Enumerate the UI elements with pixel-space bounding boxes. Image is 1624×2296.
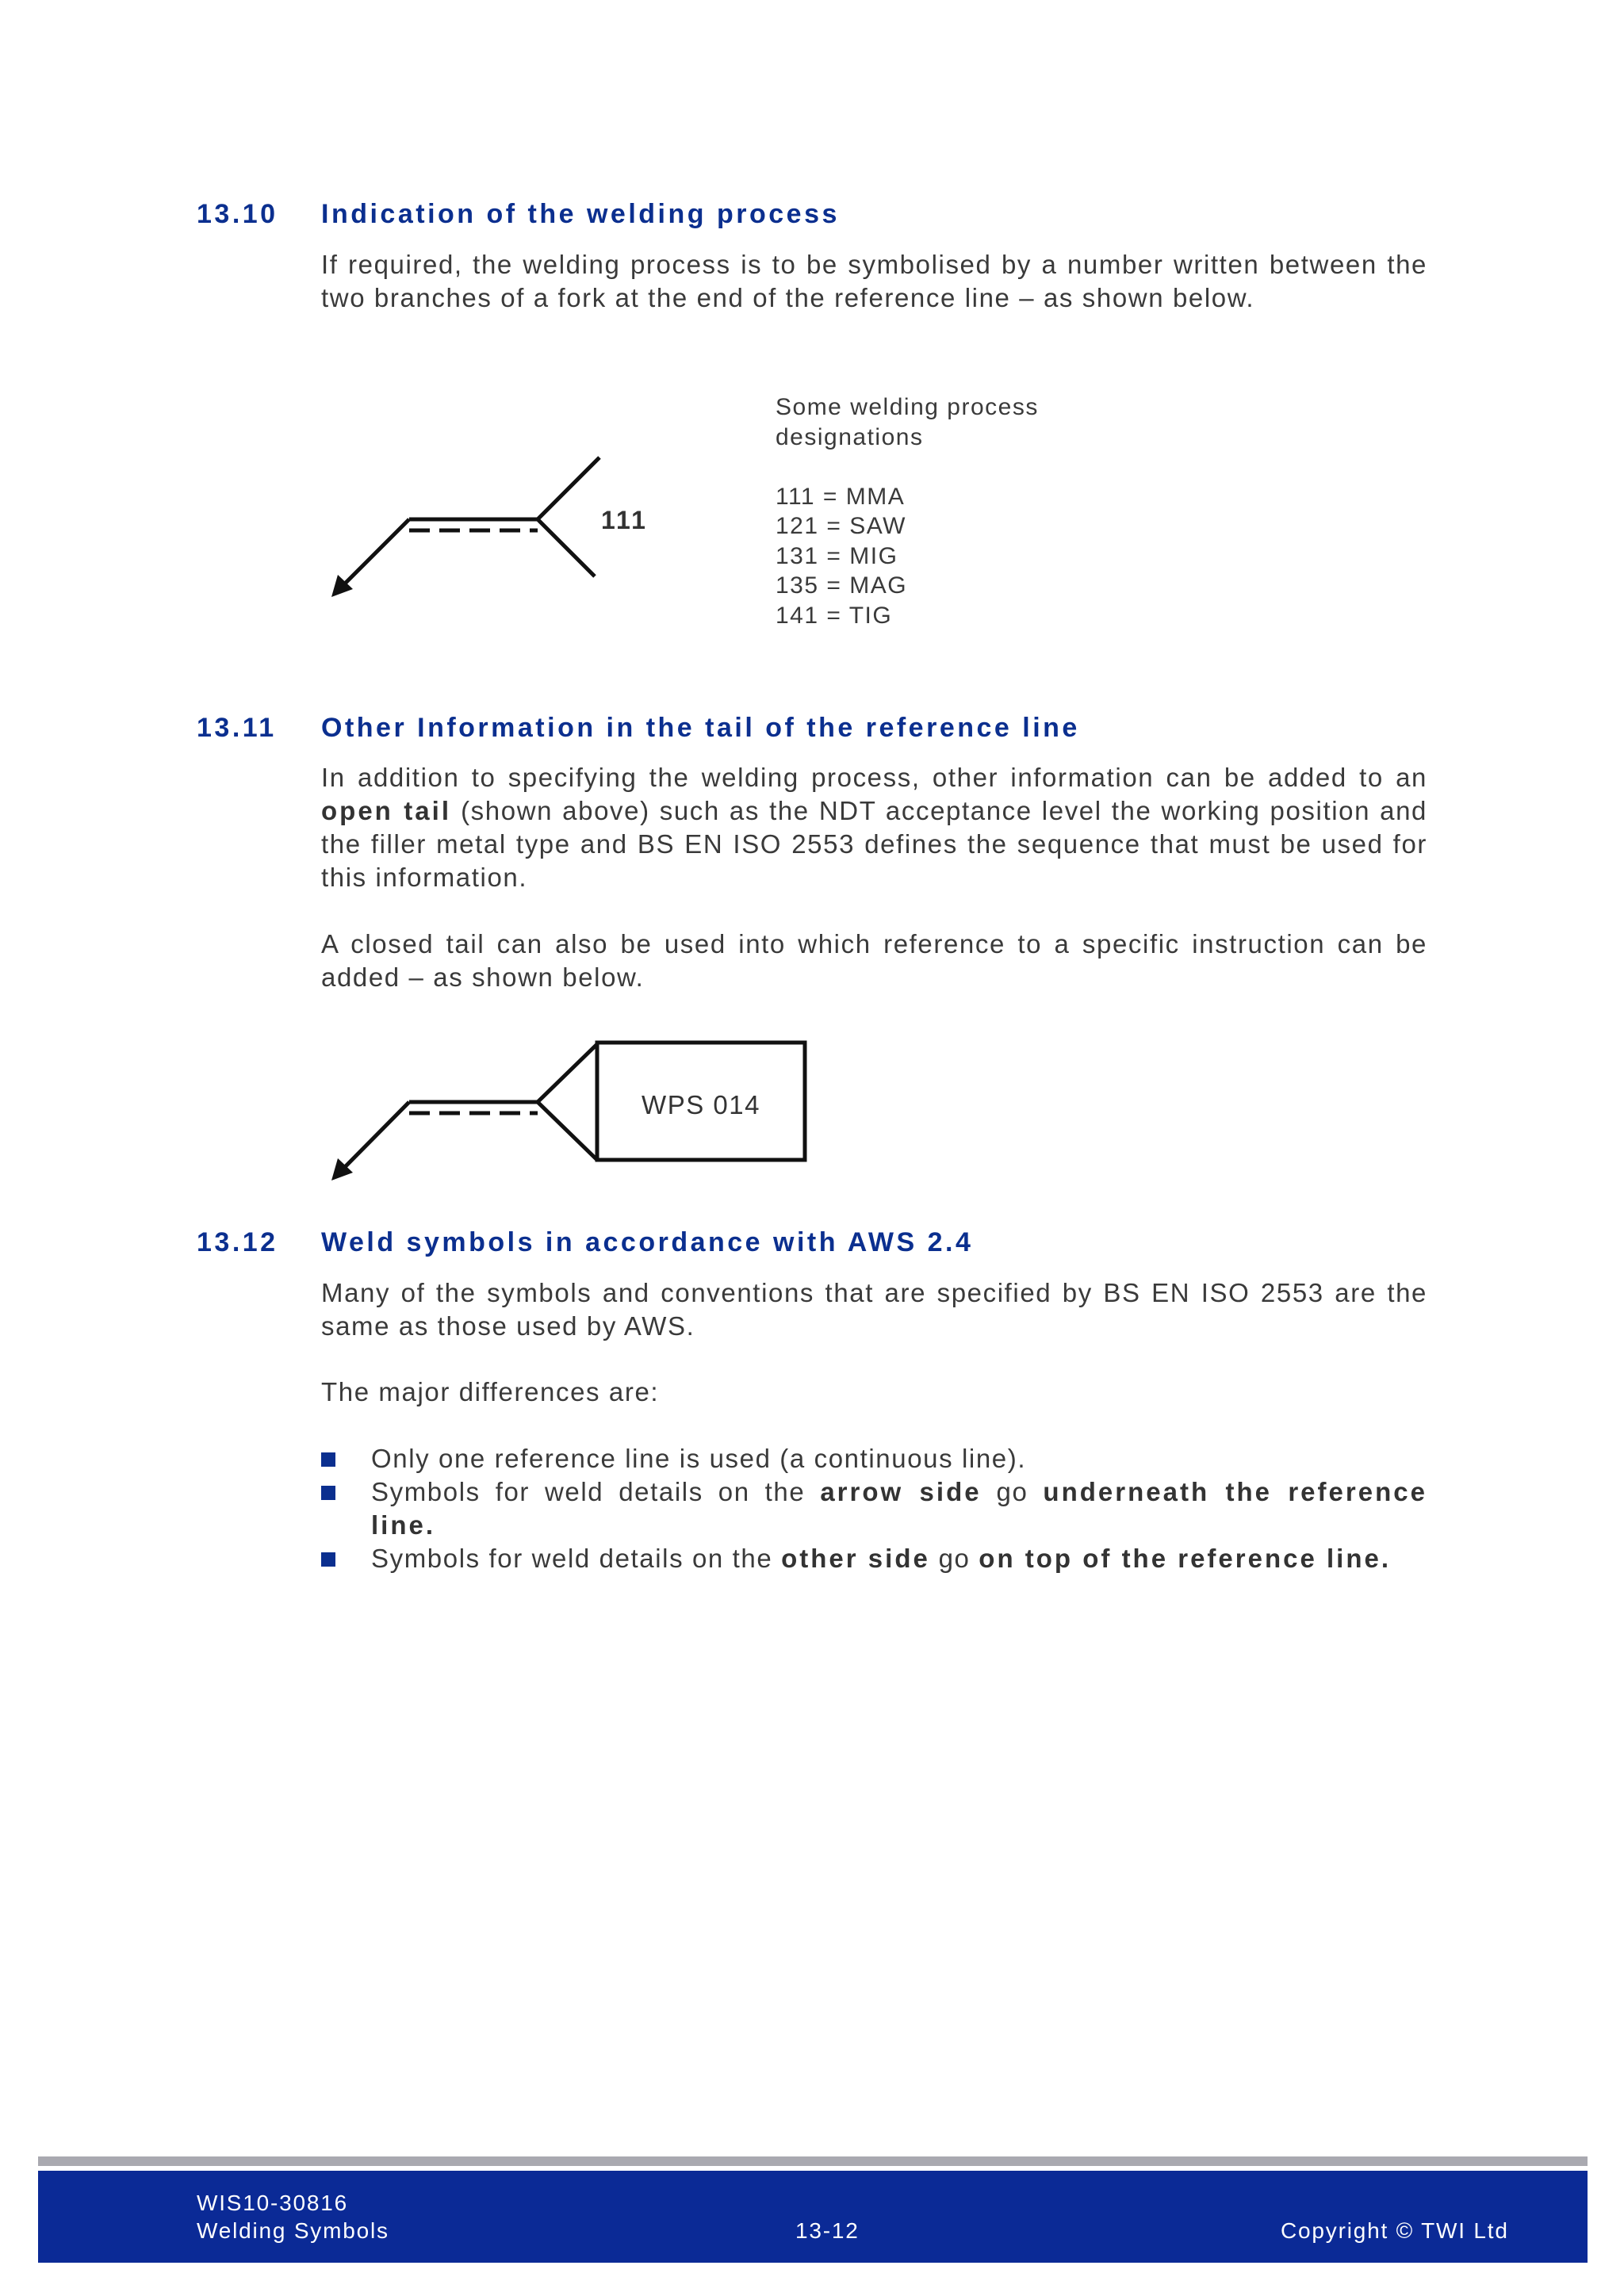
list-item: Only one reference line is used (a continuous line). (371, 1444, 1027, 1473)
emphasis: open tail (321, 796, 451, 825)
footer-doc-title: Welding Symbols (197, 2218, 389, 2243)
emphasis: other side (781, 1544, 930, 1573)
bullet-icon (321, 1486, 335, 1500)
legend-title: designations (776, 423, 924, 450)
legend-title: Some welding process (776, 394, 1039, 420)
paragraph: A closed tail can also be used into which reference to a specific instruction can be added – as shown below. (321, 929, 1427, 992)
legend-item: 131 = MIG (776, 542, 898, 569)
legend-item: 141 = TIG (776, 602, 893, 629)
section-number: 13.12 (197, 1227, 278, 1257)
footer-doc-id: WIS10-30816 (197, 2191, 349, 2215)
section-title: Weld symbols in accordance with AWS 2.4 (321, 1227, 974, 1257)
bullet-icon (321, 1552, 335, 1567)
emphasis: underneath the reference line. (371, 1477, 1427, 1540)
text-span: Symbols for weld details on the (371, 1544, 773, 1573)
paragraph: If required, the welding process is to be symbolised by a number written between the two branches of a fork at the end of the reference line – as shown below. (321, 250, 1427, 312)
emphasis: on top of the reference line. (979, 1544, 1392, 1573)
paragraph: Many of the symbols and conventions that are specified by BS EN ISO 2553 are the same as those used by AWS. (321, 1278, 1427, 1341)
section-number: 13.11 (197, 713, 277, 743)
footer-page-number: 13-12 (795, 2218, 860, 2243)
legend-item: 121 = SAW (776, 513, 906, 539)
closed-tail (538, 1044, 597, 1160)
section-number: 13.10 (197, 199, 278, 229)
fork-tail-diagram (317, 444, 650, 603)
footer-bar (38, 2171, 1588, 2263)
list-item (371, 1542, 1427, 1575)
footer-divider (38, 2156, 1588, 2166)
emphasis: arrow side (820, 1477, 982, 1506)
text-span: In addition to specifying the welding process, other information can be added to an (321, 763, 1427, 792)
legend-item: 135 = MAG (776, 572, 908, 599)
process-legend (776, 392, 1039, 630)
closed-tail-diagram (317, 1031, 825, 1189)
section-title: Other Information in the tail of the reference line (321, 713, 1080, 743)
process-number-label: 111 (601, 506, 648, 534)
legend-item: 111 = MMA (776, 483, 906, 510)
text-span: go (938, 1544, 971, 1573)
list-item (371, 1475, 1427, 1542)
arrow-line (339, 519, 409, 590)
arrow-line (339, 1102, 409, 1173)
paragraph (321, 761, 1427, 894)
paragraph: The major differences are: (321, 1377, 660, 1406)
fork-branch-lower (538, 519, 595, 576)
text-span: Symbols for weld details on the (371, 1477, 806, 1506)
fork-branch-upper (538, 457, 599, 519)
bullet-icon (321, 1452, 335, 1467)
text-span: (shown above) such as the NDT acceptance level the working position and the filler metal type and BS EN ISO 2553 defines the sequence that must be used for this information. (321, 796, 1427, 892)
wps-label: WPS 014 (642, 1090, 760, 1119)
section-title: Indication of the welding process (321, 199, 840, 229)
footer-copyright: Copyright © TWI Ltd (1281, 2218, 1509, 2243)
text-span: go (996, 1477, 1028, 1506)
